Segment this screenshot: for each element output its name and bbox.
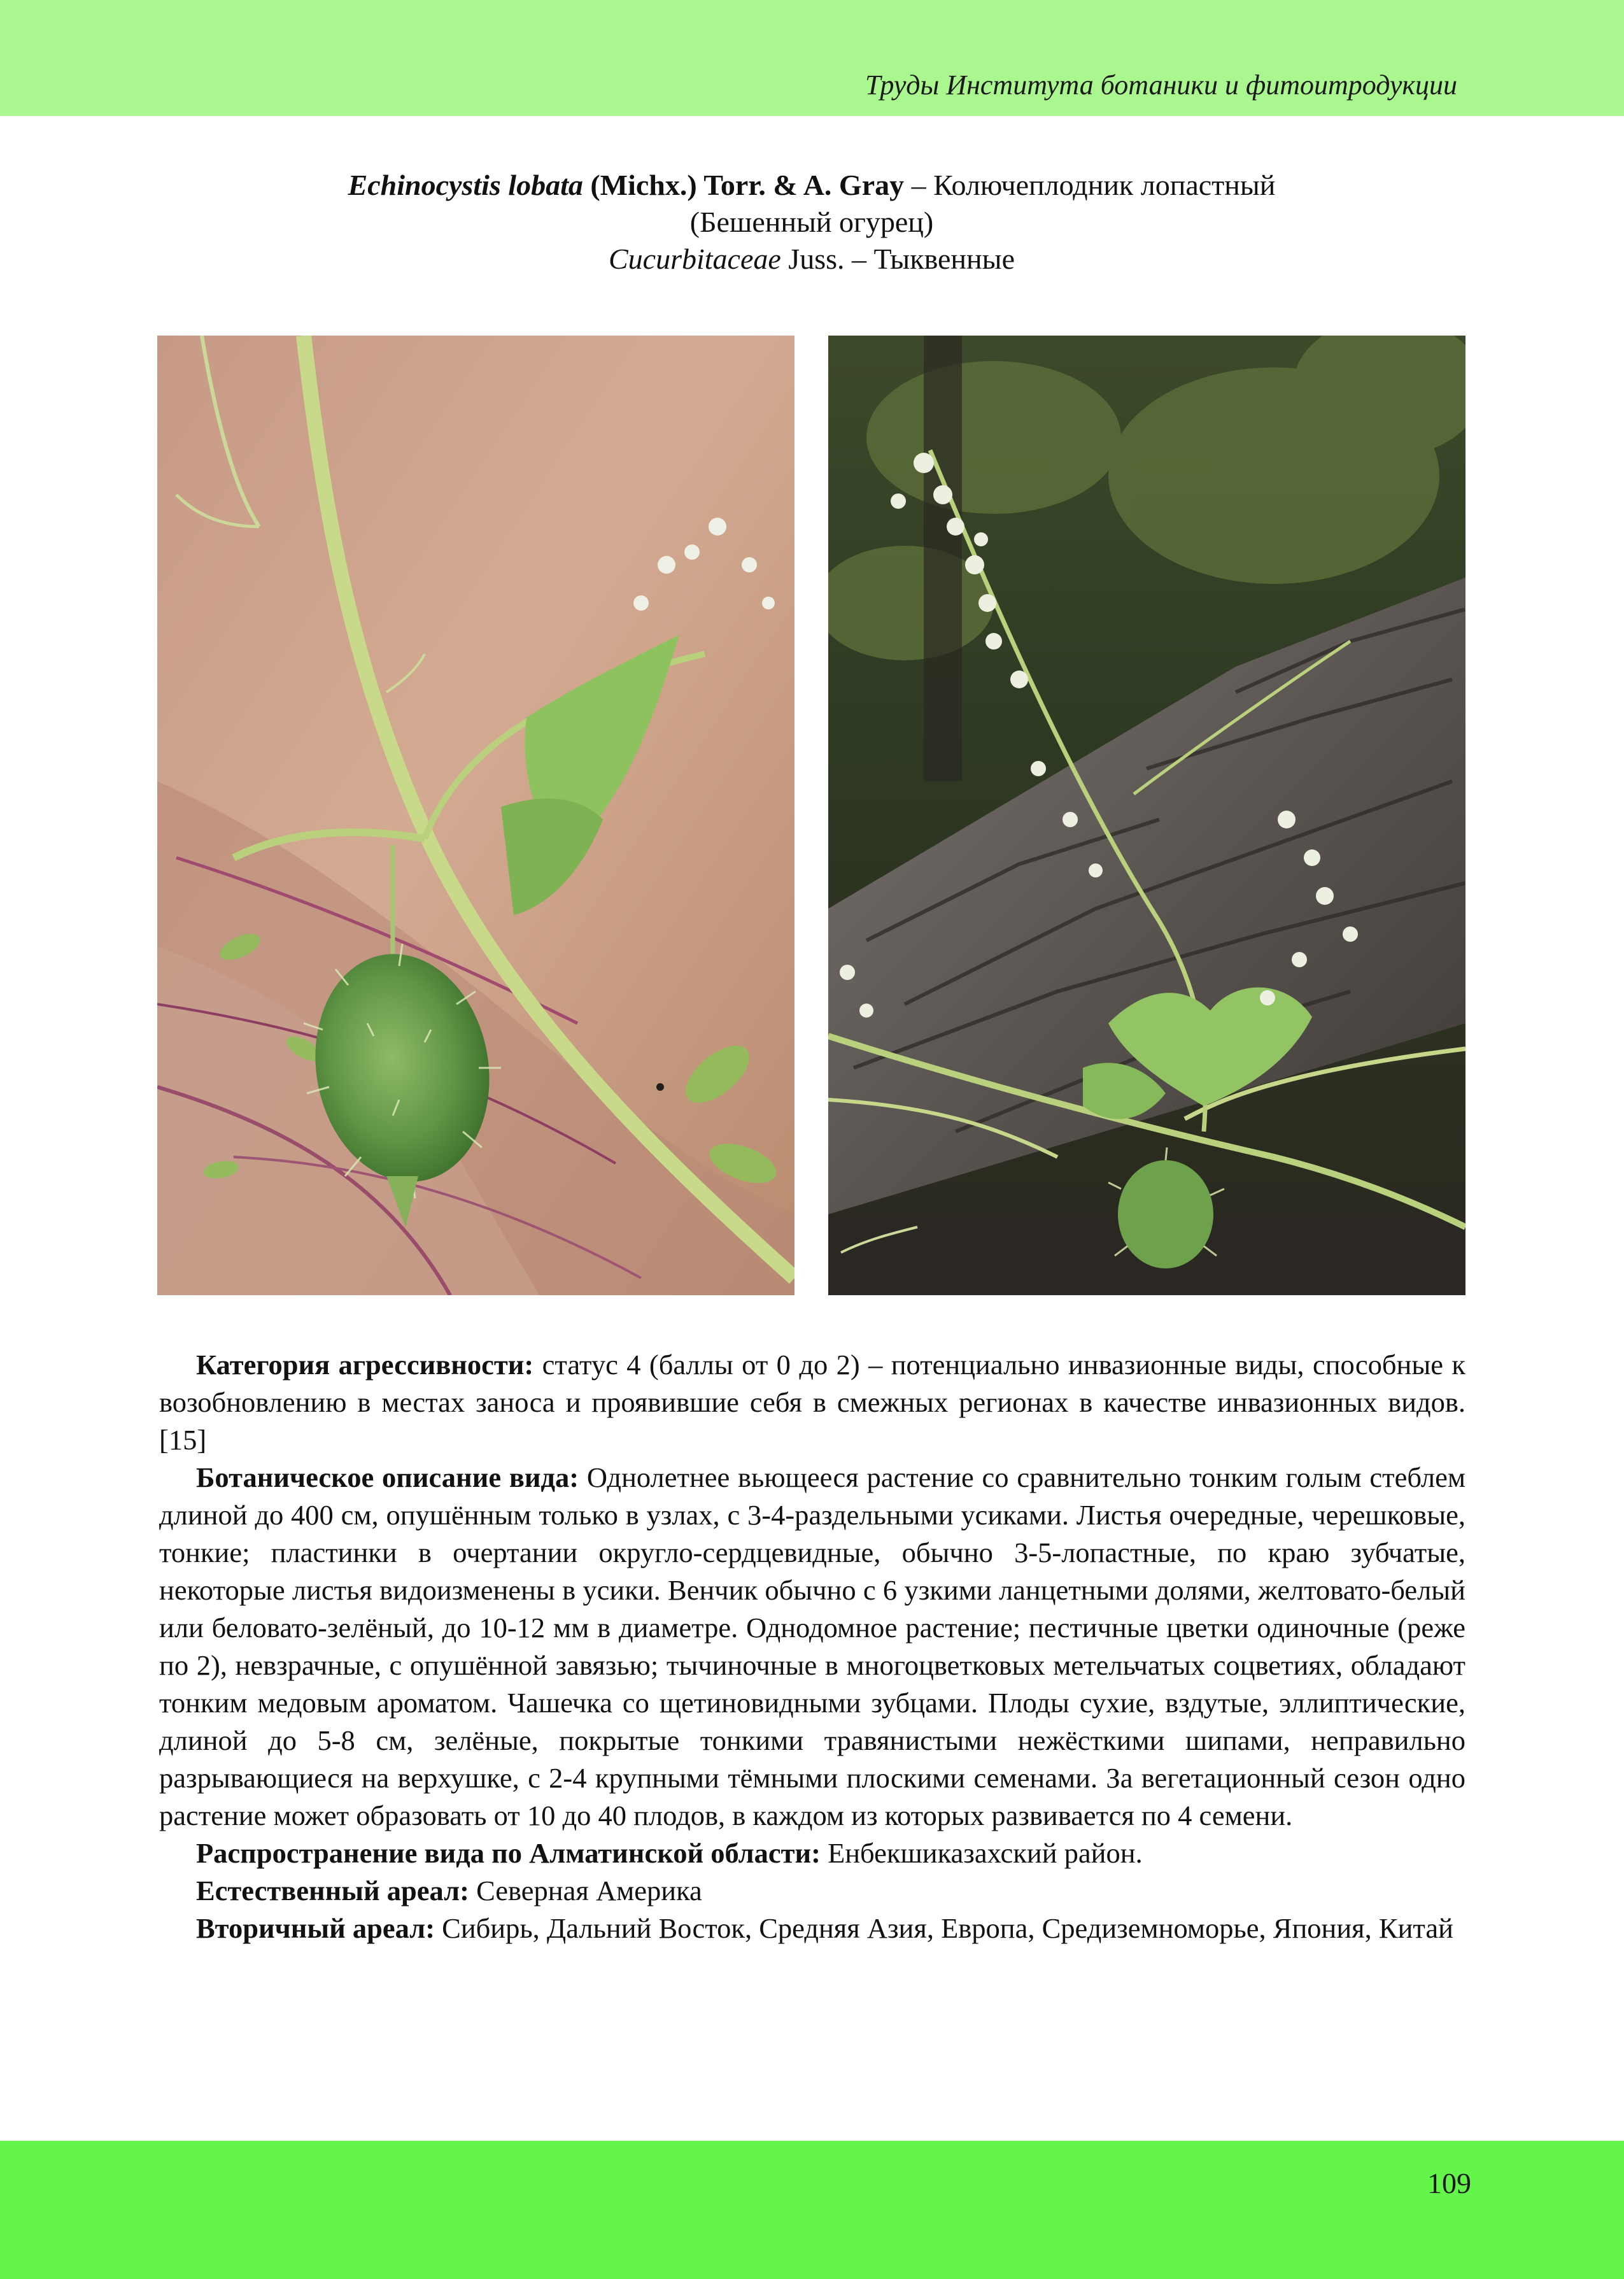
photo-plant-on-log: [828, 336, 1465, 1295]
natural-range: [159, 1872, 1465, 1910]
photo-plant-illustration: [828, 336, 1465, 1295]
section-text: Северная Америка: [469, 1875, 702, 1906]
photo-fruit-and-stem: [157, 336, 794, 1295]
family-latin-name: Cucurbitaceae: [608, 243, 781, 275]
species-authors: (Michx.) Torr. & A. Gray: [590, 169, 905, 201]
species-heading: [159, 167, 1464, 278]
botanical-description: [159, 1459, 1465, 1835]
section-label: Категория агрессивности:: [196, 1349, 534, 1381]
regional-distribution: [159, 1835, 1465, 1872]
section-text: Сибирь, Дальний Восток, Средняя Азия, Европа, Средиземноморье, Япония, Китай: [435, 1912, 1453, 1944]
section-text: Однолетнее вьющееся растение со сравнительно тонким голым стеблем длиной до 400 см, опушённым только в узлах, с 3-4-раздельными усиками. Листья очередные, черешковые, тонкие; пластинки в очертании округло-сердцевидные, обычно 3-5-лопастные, по краю зубчатые, некоторые листья видоизменены в усики. Венчик обычно с 6 узкими ланцетными долями, желтовато-белый или беловато-зелёный, до 10-12 мм в диаметре. Однодомное растение; пестичные цветки одиночные (реже по 2), невзрачные, с опушённой завязью; тычиночные в многоцветковых метельчатых соцветиях, обладают тонким медовым ароматом. Чашечка со щетиновидными зубцами. Плоды сухие, вздутые, эллиптические, длиной до 5-8 см, зелёные, покрытые тонкими травянистыми нежёсткими шипами, неправильно разрывающиеся на верхушке, с 2-4 крупными тёмными плоскими семенами. За вегетационный сезон одно растение может образовать от 10 до 40 плодов, в каждом из которых развивается по 4 семени.: [159, 1461, 1465, 1831]
species-dash: –: [904, 169, 934, 201]
aggressiveness-category: [159, 1346, 1465, 1459]
section-label: Естественный ареал:: [196, 1875, 469, 1906]
species-russian-name: Колючеплодник лопастный: [933, 169, 1276, 201]
species-latin-name: Echinocystis lobata: [348, 169, 583, 201]
section-label: Вторичный ареал:: [196, 1912, 435, 1944]
species-family-line: [159, 241, 1464, 278]
section-label: Распространение вида по Алматинской области:: [196, 1837, 821, 1869]
family-author-and-russian: Juss. – Тыквенные: [780, 243, 1015, 275]
journal-title: Труды Института ботаники и фитоитродукции: [865, 69, 1457, 101]
secondary-range: [159, 1910, 1465, 1947]
section-text: Енбекшиказахский район.: [820, 1837, 1143, 1869]
species-description: [159, 1346, 1465, 1947]
species-common-name: (Бешенный огурец): [689, 206, 934, 238]
species-title-line: [159, 167, 1464, 204]
photo-fruit-illustration: [157, 336, 794, 1295]
section-text: статус 4 (баллы от 0 до 2) – потенциально инвазионные виды, способные к возобновлению в местах заноса и проявившие себя в смежных регионах в качестве инвазионных видов. [15]: [159, 1349, 1465, 1456]
footer-band: [0, 2141, 1624, 2279]
page-number: 109: [1427, 2167, 1471, 2199]
section-label: Ботаническое описание вида:: [196, 1461, 579, 1493]
